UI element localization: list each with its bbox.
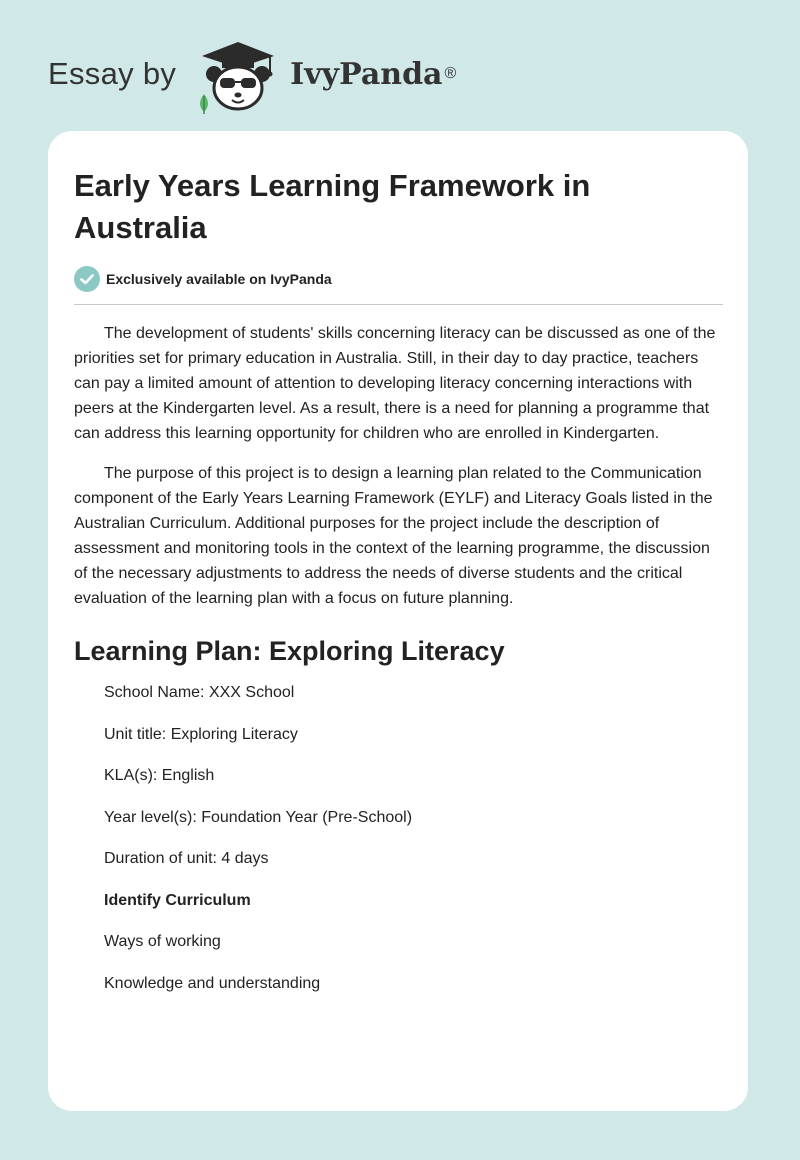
exclusive-text: Exclusively available on IvyPanda [106, 271, 332, 287]
list-item: Duration of unit: 4 days [104, 850, 269, 867]
list-item: Knowledge and understanding [104, 974, 321, 992]
intro-paragraph-1: The development of students' skills concerning literacy can be discussed as one of the priorities set for primary education in Australia. Still, in their day to day practice, teachers can pay a limited amount of attention to developing literacy concerning interactions with peers at the Kindergarten level. As a result, there is a need for planning a programme that can address this learning opportunity for children who are enrolled in Kindergarten. [74, 325, 716, 442]
learning-plan-list [74, 683, 722, 994]
list-item: Year level(s): Foundation Year (Pre-School) [104, 808, 413, 826]
brand-name: IvyPanda [290, 56, 443, 92]
intro-paragraph-2: The purpose of this project is to design a learning plan related to the Communication component of the Early Years Learning Framework (EYLF) and Literacy Goals listed in the Australian Curriculum. Additional purposes for the project include the description of assessment and monitoring tools in the context of the learning programme, the discussion of the necessary adjustments to address the needs of diverse students and the critical evaluation of the learning plan with a focus on future planning. [74, 465, 713, 607]
divider [74, 304, 723, 305]
section-heading: Learning Plan: Exploring Literacy [74, 636, 505, 666]
panda-graduate-icon[interactable] [194, 34, 282, 114]
exclusive-badge [74, 266, 722, 292]
list-item: Unit title: Exploring Literacy [104, 725, 298, 743]
list-item-heading: Identify Curriculum [104, 891, 251, 909]
registered-mark: ® [444, 65, 457, 82]
list-item: School Name: XXX School [104, 684, 295, 701]
article-title: Early Years Learning Framework in Australia [74, 168, 591, 245]
list-item: Ways of working [104, 933, 221, 950]
list-item: KLA(s): English [104, 767, 215, 784]
check-circle-icon [74, 266, 100, 292]
article-card [48, 131, 748, 1111]
brand-header [48, 34, 456, 114]
brand-prefix: Essay by [48, 56, 177, 91]
